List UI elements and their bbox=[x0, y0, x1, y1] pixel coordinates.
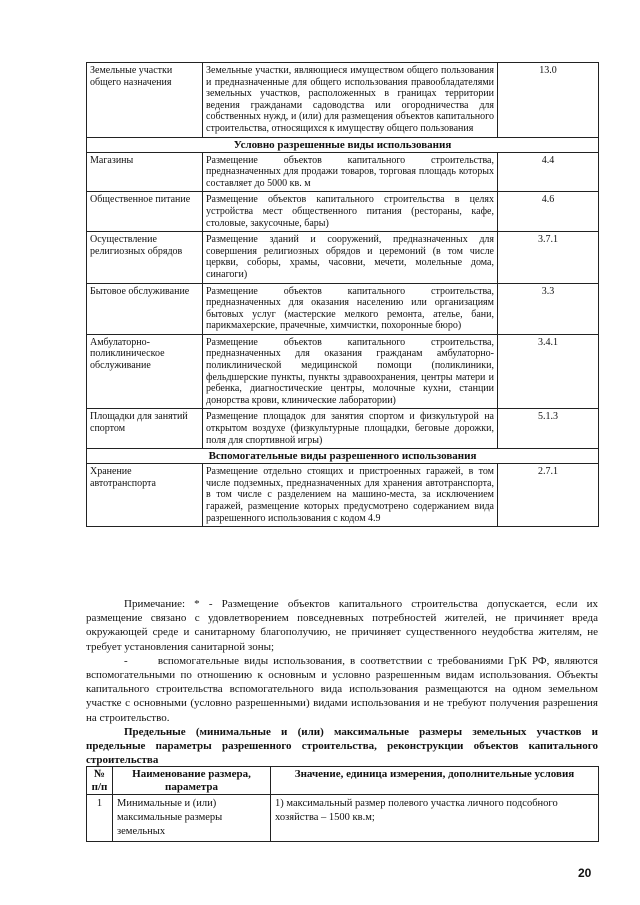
use-name-cell: Магазины bbox=[87, 152, 203, 192]
use-code-cell: 5.1.3 bbox=[498, 409, 599, 449]
notes-section bbox=[86, 597, 598, 767]
use-description-cell: Размещение объектов капитального строительства, предназначенных для оказания гражданам амбулаторно-поликлинической медицинской помощи (поликлиники, фельдшерские пункты, пункты здравоохранения, центры матери и ребенка, диагностические центры, молочные кухни, станции донорства крови, клинические лаборатории) bbox=[203, 334, 498, 409]
table-row bbox=[87, 232, 599, 283]
table-row bbox=[87, 795, 599, 842]
use-name-cell: Общественное питание bbox=[87, 192, 203, 232]
conditional-uses-rows bbox=[87, 152, 599, 449]
use-code-cell: 4.4 bbox=[498, 152, 599, 192]
use-code-cell: 13.0 bbox=[498, 63, 599, 138]
list-marker: - bbox=[124, 654, 128, 667]
auxiliary-uses-header: Вспомогательные виды разрешенного использования bbox=[87, 449, 599, 464]
use-code-cell: 3.7.1 bbox=[498, 232, 599, 283]
use-name-cell: Амбулаторно-поликлиническое обслуживание bbox=[87, 334, 203, 409]
use-code-cell: 2.7.1 bbox=[498, 464, 599, 527]
use-code-cell: 3.4.1 bbox=[498, 334, 599, 409]
use-description-cell: Размещение отдельно стоящих и пристроенных гаражей, в том числе подземных, предназначенных для хранения автотранспорта, в том числе с разделением на машино-места, за исключением гаражей, размещение которых предусмотрено содержанием вида разрешенного использования с кодом 4.9 bbox=[203, 464, 498, 527]
use-name-cell: Площадки для занятий спортом bbox=[87, 409, 203, 449]
use-name-cell: Осуществление религиозных обрядов bbox=[87, 232, 203, 283]
section-header-row bbox=[87, 449, 599, 464]
use-description-cell: Размещение площадок для занятия спортом и физкультурой на открытом воздухе (физкультурные площадки, беговые дорожки, поля для спортивной игры) bbox=[203, 409, 498, 449]
table-row bbox=[87, 409, 599, 449]
use-description-cell: Размещение объектов капитального строительства, предназначенных для оказания населению или организациям бытовых услуг (мастерские мелкого ремонта, ателье, бани, парикмахерские, прачечные, химчистки, похоронные бюро) bbox=[203, 283, 498, 334]
use-name-cell: Земельные участки общего назначения bbox=[87, 63, 203, 138]
table-row bbox=[87, 63, 599, 138]
param-name-cell: Минимальные и (или) максимальные размеры земельных bbox=[113, 795, 271, 842]
note-paragraph bbox=[86, 654, 598, 725]
note-text: вспомогательные виды использования, в соответствии с требованиями ГрК РФ, являются вспомогательными по отношению к основным и условно разрешенным видам использования. Объекты капитального строительства вспомогательного вида использования размещаются на одном земельном участке с основными (условно разрешенными) видами использования и не требуют получения разрешения на строительство. bbox=[86, 654, 598, 724]
use-description-cell: Земельные участки, являющиеся имуществом общего пользования и предназначенные для общего использования правообладателями земельных участков, расположенных в границах территории ведения гражданами садоводства или огородничества для собственных нужд, и (или) для размещения объектов капитального строительства, относящихся к имуществу общего пользования bbox=[203, 63, 498, 138]
table-row bbox=[87, 152, 599, 192]
use-code-cell: 3.3 bbox=[498, 283, 599, 334]
main-uses-rows bbox=[87, 63, 599, 138]
use-description-cell: Размещение объектов капитального строительства в целях устройства мест общественного питания (рестораны, кафе, столовые, закусочные, бары) bbox=[203, 192, 498, 232]
table-row bbox=[87, 192, 599, 232]
page-number: 20 bbox=[578, 866, 592, 880]
header-row bbox=[87, 767, 599, 795]
param-value-cell: 1) максимальный размер полевого участка личного подсобного хозяйства – 1500 кв.м; bbox=[271, 795, 599, 842]
parameters-heading: Предельные (минимальные и (или) максимальные размеры земельных участков и предельные параметры разрешенного строительства, реконструкции объектов капитального строительства bbox=[86, 725, 598, 767]
section-header-row bbox=[87, 137, 599, 152]
column-header-number: № п/п bbox=[87, 767, 113, 795]
column-header-name: Наименование размера, параметра bbox=[113, 767, 271, 795]
param-number-cell: 1 bbox=[87, 795, 113, 842]
conditional-uses-header: Условно разрешенные виды использования bbox=[87, 137, 599, 152]
note-paragraph: Примечание: * - Размещение объектов капитального строительства допускается, если их размещение связано с удовлетворением повседневных потребностей жителей, не причиняет вреда окружающей среде и санитарному благополучию, не причиняет существенного неудобства жителям, не требует установления санитарной зоны; bbox=[86, 598, 598, 653]
parameters-table bbox=[86, 766, 599, 842]
parameters-rows bbox=[87, 795, 599, 842]
column-header-value: Значение, единица измерения, дополнительные условия bbox=[271, 767, 599, 795]
table-row bbox=[87, 334, 599, 409]
use-description-cell: Размещение зданий и сооружений, предназначенных для совершения религиозных обрядов и церемоний (в том числе церкви, соборы, храмы, часовни, мечети, молельные дома, синагоги) bbox=[203, 232, 498, 283]
use-name-cell: Бытовое обслуживание bbox=[87, 283, 203, 334]
auxiliary-uses-rows bbox=[87, 464, 599, 527]
table-row bbox=[87, 283, 599, 334]
use-name-cell: Хранение автотранспорта bbox=[87, 464, 203, 527]
use-code-cell: 4.6 bbox=[498, 192, 599, 232]
use-description-cell: Размещение объектов капитального строительства, предназначенных для продажи товаров, торговая площадь которых составляет до 5000 кв. м bbox=[203, 152, 498, 192]
table-row bbox=[87, 464, 599, 527]
land-use-table bbox=[86, 62, 599, 527]
